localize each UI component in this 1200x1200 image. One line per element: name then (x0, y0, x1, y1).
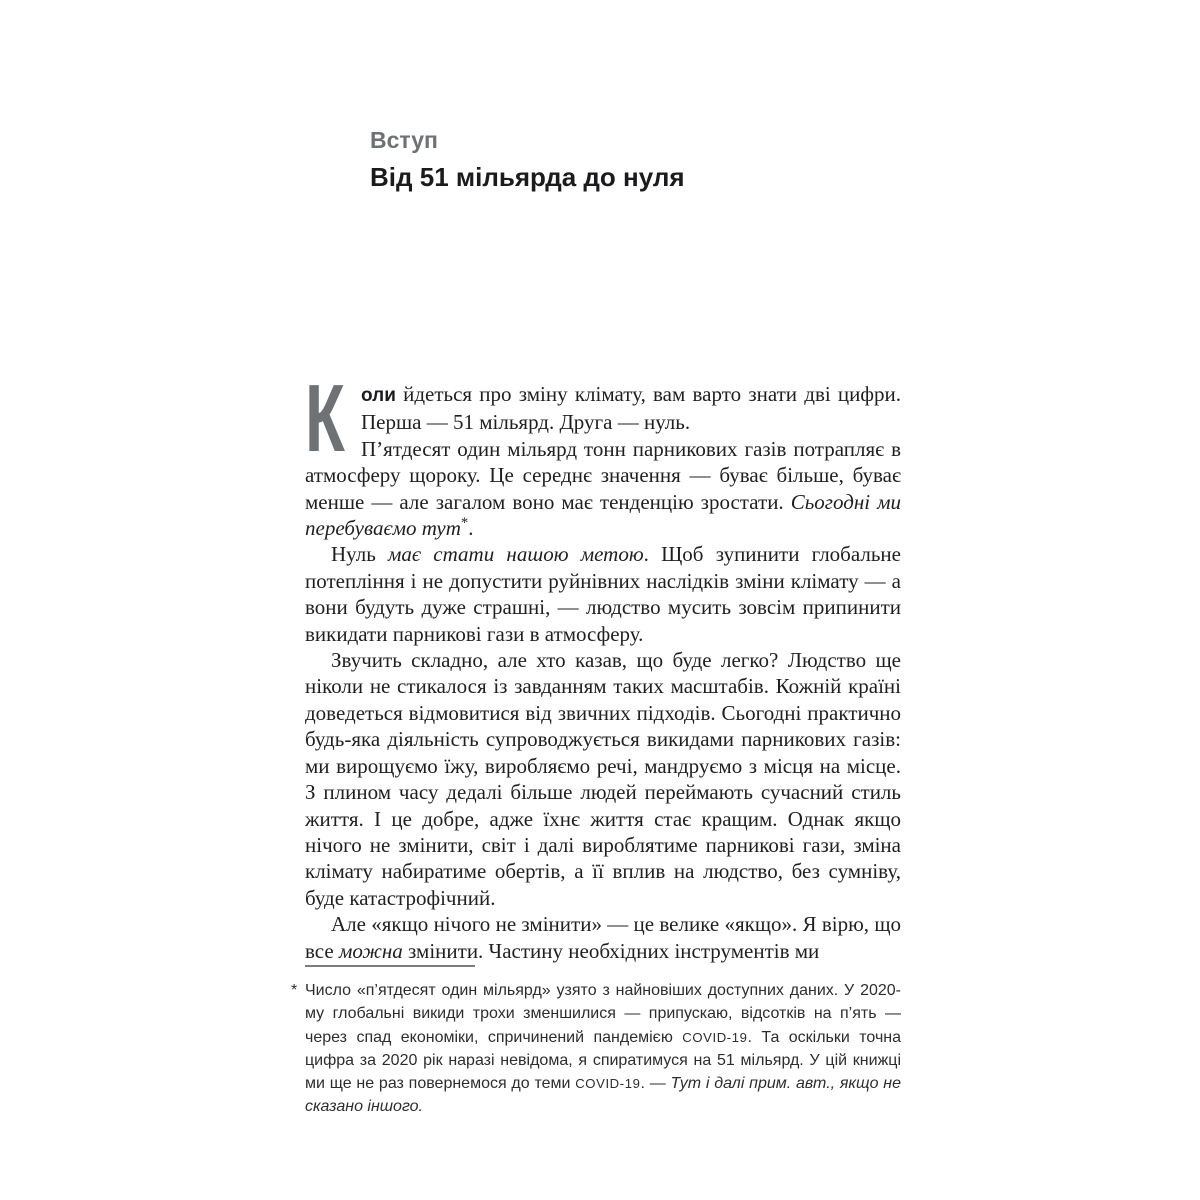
text-segment: Нуль (331, 542, 389, 567)
paragraph (305, 436, 901, 542)
text-segment: Але «якщо нічого не змінити» — це велике «якщо». Я вірю, що все (305, 912, 901, 963)
text-segment: П’ятдесят один мільярд тонн парникових газів потрапляє в атмосферу щороку. Це середнє значення — буває більше, буває менше — але загалом воно має тенденцію зростати. (305, 436, 901, 514)
text-segment: . Щоб зупинити глобальне потепління і не допустити руйнівних наслідків зміни клімату — а вони будуть дуже страшні, — людство мусить зовсім припинити викидати парникові гази в атмосферу. (305, 542, 901, 646)
text-segment: має стати нашою метою (388, 542, 644, 567)
text-segment: Тут і далі прим. авт., якщо не сказано іншого. (305, 1075, 901, 1116)
text-segment: COVID-19 (575, 1076, 641, 1092)
paragraph (305, 381, 901, 436)
text-segment: . — (640, 1075, 671, 1093)
drop-cap-letter: К (305, 365, 345, 472)
chapter-header (370, 126, 685, 192)
text-segment: * (460, 515, 469, 532)
text-segment: можна (338, 938, 403, 963)
text-segment: оли (361, 385, 396, 406)
text-segment: . (468, 516, 474, 541)
text-segment: COVID-19 (682, 1029, 748, 1045)
drop-cap (305, 365, 353, 472)
body-text (305, 365, 902, 964)
text-segment: Звучить складно, але хто казав, що буде легко? Людство ще ніколи не стикалося із завданням таких масштабів. Кожній країні доведеться відмовитися від звичних підходів. Сьогодні практично будь-яка діяльність супроводжується викидами парникових газів: ми вирощуємо їжу, виробляємо речі, мандруємо з місця на місце. З плином часу дедалі більше людей переймають сучасний стиль життя. І це добре, адже їхнє життя стає кращим. Однак якщо нічого не змінити, світ і далі вироблятиме парникові гази, зміна клімату набиратиме обертів, а її вплив на людство, без сумніву, буде катастрофічний. (305, 648, 901, 910)
paragraph (305, 647, 901, 911)
footnote-text (305, 982, 901, 1115)
chapter-title: Від 51 мільярда до нуля (370, 162, 685, 192)
footnote-marker: * (291, 982, 298, 999)
text-segment: Число «п’ятдесят один мільярд» узято з найновіших доступних даних. У 2020-му глобальні викиди трохи зменшилися — припускаю, відсотків на п’ять — через спад економіки, спричинений пандемією (305, 982, 901, 1046)
paragraph (305, 541, 901, 647)
footnote-divider (305, 965, 475, 967)
text-segment: . Та оскільки точна цифра за 2020 рік наразі невідома, я спиратимуся на 51 мільярд. У цій книжці ми ще не раз повернемося до теми (305, 1028, 902, 1093)
chapter-label: Вступ (370, 127, 438, 153)
text-segment: йдеться про зміну клімату, вам варто знати дві цифри. Перша — 51 мільярд. Друга — нуль. (361, 382, 901, 435)
footnote (291, 979, 902, 1119)
text-segment: Сьогодні ми перебуваємо тут (305, 489, 902, 541)
text-segment: змінити. Частину необхідних інструментів ми (402, 938, 820, 963)
paragraph (305, 911, 901, 964)
